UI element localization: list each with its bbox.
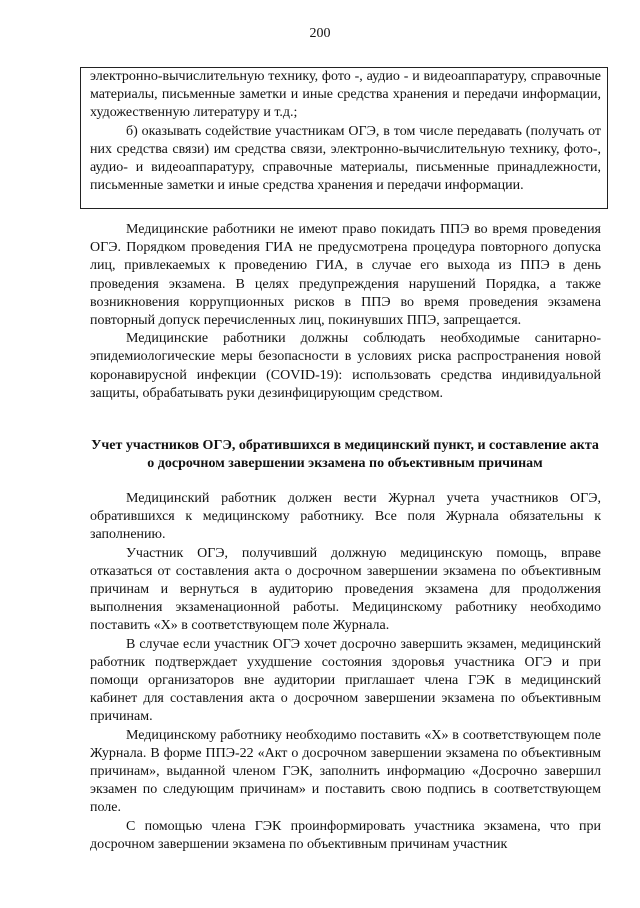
- section-accounting: [90, 490, 601, 854]
- box-paragraph: электронно-вычислительную технику, фото -, аудио - и видеоаппаратуру, справочные материалы, письменные заметки и иные средства хранения и передачи информации, художественную литературу и т.д.;: [90, 69, 601, 121]
- boxed-excerpt: [80, 67, 608, 209]
- paragraph: Медицинскому работнику необходимо поставить «X» в соответствующем поле Журнала. В форме ППЭ-22 «Акт о досрочном завершении экзамена по объективным причинам», выданной членом ГЭК, заполнить информацию «Досрочно завершил экзамен по следующим причинам» и поставить свою подпись в соответствующем поле.: [90, 727, 601, 816]
- paragraph: Участник ОГЭ, получивший должную медицинскую помощь, вправе отказаться от составления акта о досрочном завершении экзамена по объективным причинам и вернуться в аудиторию проведения экзамена для продолжения выполнения экзаменационной работы. Медицинскому работнику необходимо поставить «X» в соответствующем поле Журнала.: [90, 545, 601, 634]
- section-heading: Учет участников ОГЭ, обратившихся в медицинский пункт, и составление акта о досрочном завершении экзамена по объективным причинам: [91, 438, 599, 471]
- paragraph: С помощью члена ГЭК проинформировать участника экзамена, что при досрочном завершении экзамена по объективным причинам участник: [90, 818, 601, 852]
- box-paragraph: б) оказывать содействие участникам ОГЭ, в том числе передавать (получать от них средства связи) им средства связи, электронно-вычислительную технику, фото-, аудио- и видеоаппаратуру, справочные материалы, письменные принадлежности, письменные заметки и иные средства хранения и передачи информации.: [90, 123, 601, 194]
- paragraph: Медицинский работник должен вести Журнал учета участников ОГЭ, обратившихся к медицинскому работнику. Все поля Журнала обязательны к заполнению.: [90, 491, 601, 543]
- page-number: 200: [309, 26, 331, 41]
- section-medical-workers: [90, 221, 601, 403]
- paragraph: Медицинские работники должны соблюдать необходимые санитарно-эпидемиологические меры безопасности в условиях риска распространения новой коронавирусной инфекции (COVID-19): использовать средства индивидуальной защиты, обрабатывать руки дезинфицирующим средством.: [90, 331, 601, 401]
- paragraph: Медицинские работники не имеют право покидать ППЭ во время проведения ОГЭ. Порядком проведения ГИА не предусмотрена процедура повторного допуска лиц, привлекаемых к проведению ГИА, в случае его выхода из ППЭ в день проведения экзамена. В целях предупреждения нарушений Порядка, а также возникновения коррупционных рисков в ППЭ во время проведения экзамена повторный допуск перечисленных лиц, покинувших ППЭ, запрещается.: [90, 222, 601, 329]
- paragraph: В случае если участник ОГЭ хочет досрочно завершить экзамен, медицинский работник подтверждает ухудшение состояния здоровья участника ОГЭ и при помощи организаторов вне аудитории приглашает члена ГЭК в медицинский кабинет для составления акта о досрочном завершении экзамена по объективным причинам.: [90, 636, 601, 725]
